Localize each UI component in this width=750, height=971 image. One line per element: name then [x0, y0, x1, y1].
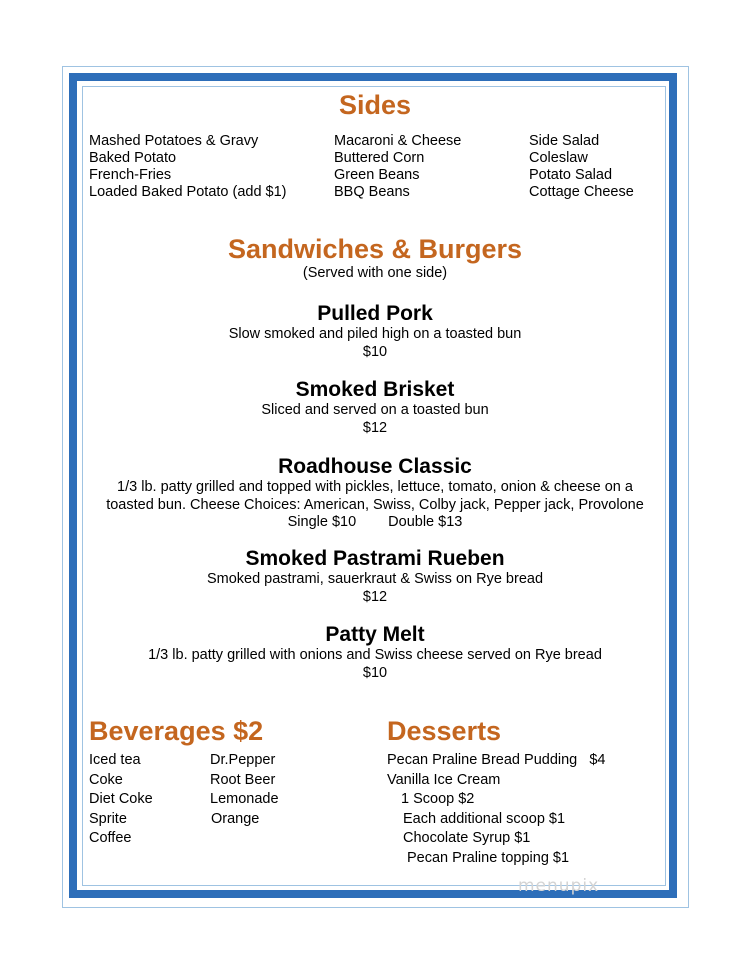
list-item: 1 Scoop $2 — [401, 791, 475, 808]
menu-item-patty-melt — [0, 623, 750, 682]
list-item: Coffee — [89, 830, 132, 847]
list-item: Lemonade — [210, 791, 279, 808]
beverages-heading: Beverages $2 — [89, 716, 264, 746]
item-name: Patty Melt — [325, 623, 425, 646]
list-item: Iced tea — [89, 752, 141, 768]
menu-item-smoked-brisket — [0, 378, 750, 437]
menu-item-pulled-pork — [0, 302, 750, 361]
desserts-heading: Desserts — [387, 716, 502, 746]
list-item: Dr.Pepper — [210, 752, 276, 768]
menu-item-roadhouse-classic — [0, 455, 750, 532]
list-item: Potato Salad — [529, 167, 613, 183]
list-item: Mashed Potatoes & Gravy — [89, 133, 259, 149]
sides-heading: Sides — [338, 90, 412, 120]
list-item: Green Beans — [334, 167, 420, 183]
list-item: Coke — [89, 771, 123, 788]
desserts-list — [387, 751, 605, 869]
item-name: Smoked Pastrami Rueben — [245, 547, 505, 570]
item-price: $10 — [362, 343, 388, 360]
sandwiches-heading: Sandwiches & Burgers — [227, 234, 523, 264]
item-description-line-1: 1/3 lb. patty grilled and topped with pickles, lettuce, tomato, onion & cheese on a — [117, 479, 633, 495]
menu-item-smoked-pastrami-rueben — [0, 547, 750, 606]
sandwiches-subtitle: (Served with one side) — [302, 265, 448, 281]
list-item: Pecan Praline Bread Pudding $4 — [387, 752, 606, 768]
item-price: $12 — [362, 419, 388, 436]
item-price-double: Double $13 — [388, 514, 463, 530]
list-item: Vanilla Ice Cream — [387, 771, 501, 788]
list-item: Diet Coke — [89, 791, 153, 808]
watermark: menupix — [518, 876, 600, 896]
list-item: BBQ Beans — [334, 184, 410, 200]
item-description: Sliced and served on a toasted bun — [261, 402, 489, 418]
item-name: Pulled Pork — [317, 302, 433, 325]
item-name: Smoked Brisket — [295, 378, 455, 401]
sides-column-1 — [89, 133, 287, 201]
sides-column-2 — [334, 133, 461, 201]
list-item: Cottage Cheese — [529, 184, 634, 200]
list-item: Buttered Corn — [334, 150, 425, 166]
list-item: Baked Potato — [89, 150, 177, 166]
item-description: Slow smoked and piled high on a toasted bun — [228, 326, 522, 342]
item-description: 1/3 lb. patty grilled with onions and Swiss cheese served on Rye bread — [148, 647, 602, 663]
list-item: Root Beer — [210, 771, 276, 788]
list-item: Pecan Praline topping $1 — [407, 849, 570, 866]
beverages-column-2 — [210, 751, 279, 829]
list-item: Sprite — [89, 810, 127, 827]
list-item: Coleslaw — [529, 150, 588, 166]
list-item: Macaroni & Cheese — [334, 133, 462, 149]
item-description: Smoked pastrami, sauerkraut & Swiss on Rye bread — [206, 571, 544, 587]
item-prices — [0, 514, 750, 532]
item-price-single: Single $10 — [287, 514, 357, 530]
list-item: Loaded Baked Potato (add $1) — [89, 184, 287, 200]
item-name: Roadhouse Classic — [278, 455, 472, 478]
list-item: Chocolate Syrup $1 — [403, 830, 531, 847]
list-item: Orange — [211, 810, 260, 827]
item-price: $10 — [362, 664, 388, 681]
list-item: French-Fries — [89, 167, 172, 183]
list-item: Each additional scoop $1 — [403, 810, 566, 827]
item-description-line-2: toasted bun. Cheese Choices: American, Swiss, Colby jack, Pepper jack, Provolone — [106, 496, 644, 513]
list-item: Side Salad — [529, 133, 600, 149]
sides-column-3 — [529, 133, 634, 201]
beverages-column-1 — [89, 751, 153, 849]
item-price: $12 — [362, 588, 388, 605]
